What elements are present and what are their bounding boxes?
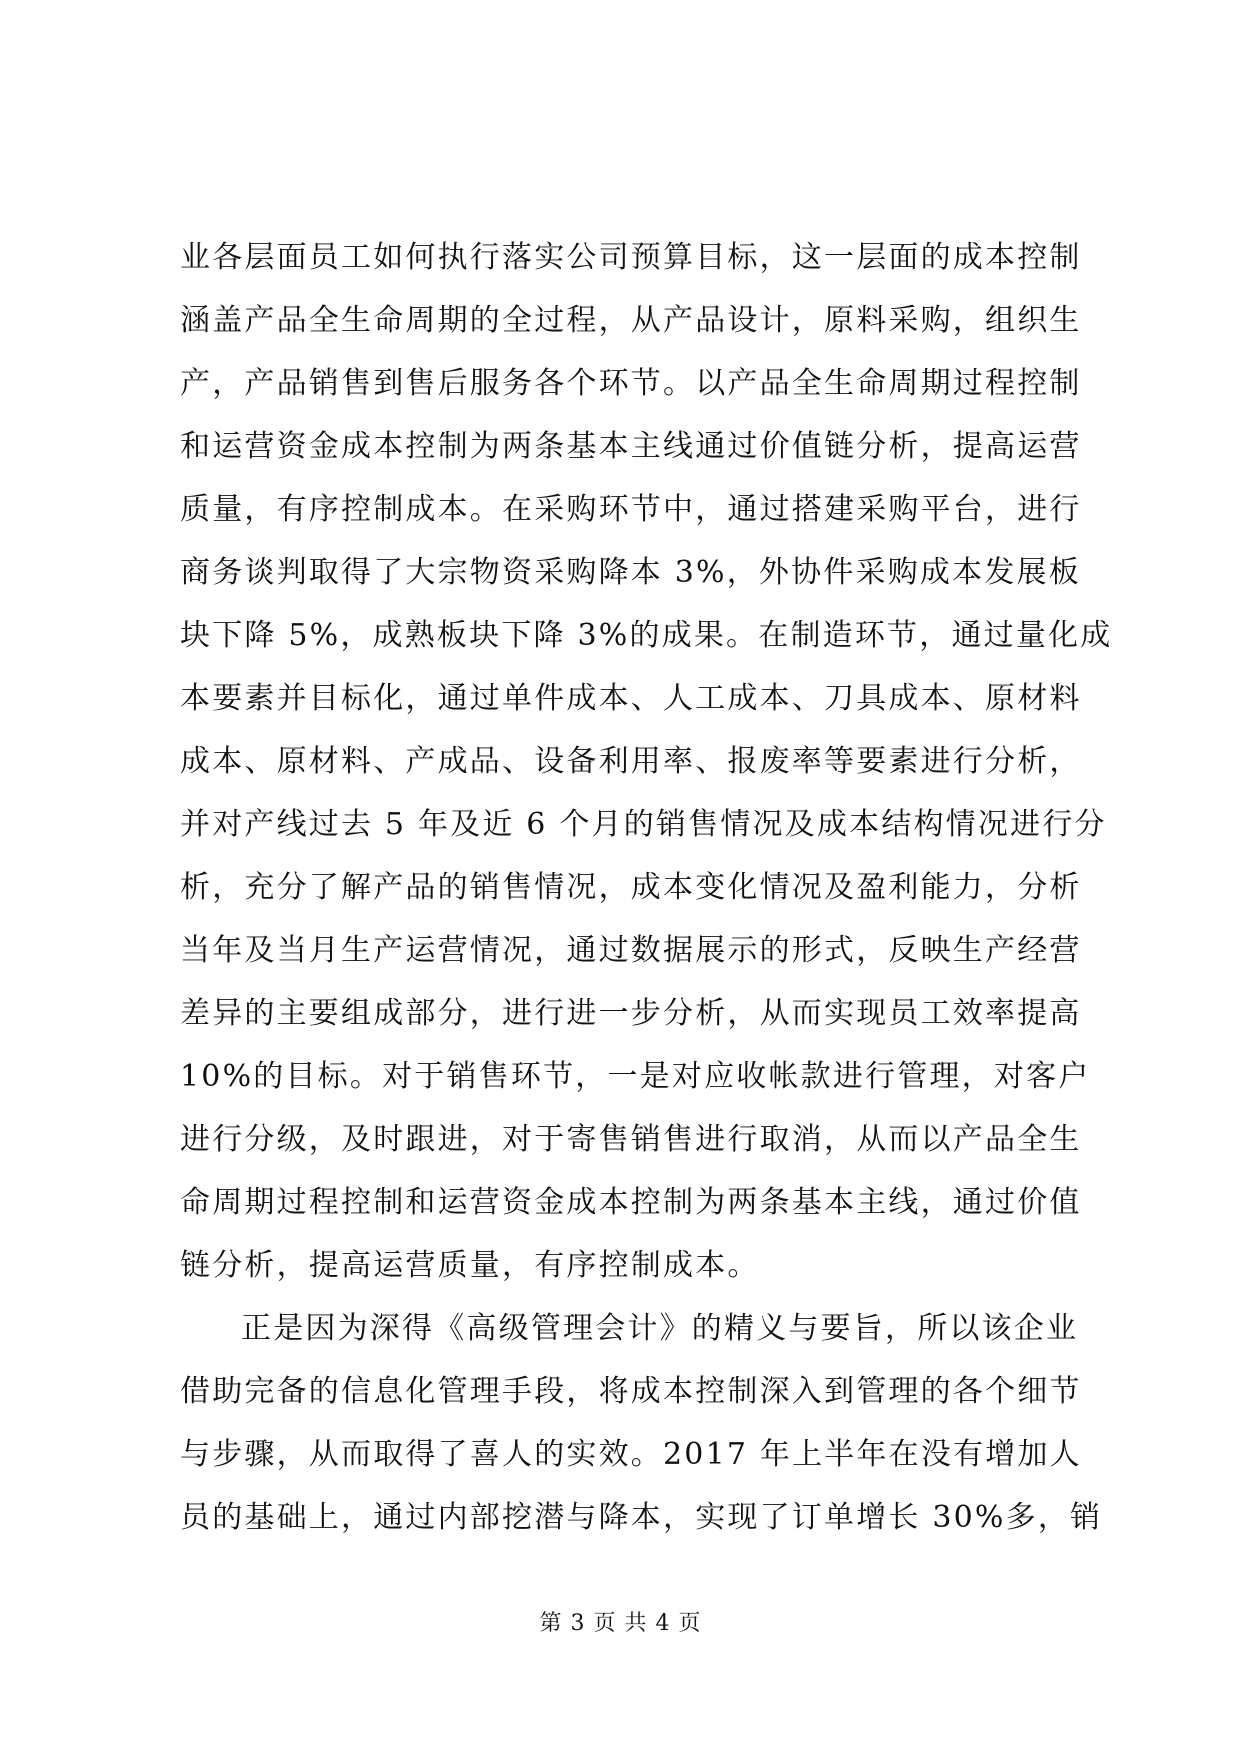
text-line: 业各层面员工如何执行落实公司预算目标，这一层面的成本控制 [180, 240, 1082, 275]
body-text [180, 226, 1113, 1549]
text-line: 成本、原材料、产成品、设备利用率、报废率等要素进行分析， [180, 744, 1082, 779]
text-line: 和运营资金成本控制为两条基本主线通过价值链分析，提高运营 [180, 429, 1082, 464]
text-line: 并对产线过去 5 年及近 6 个月的销售情况及成本结构情况进行分 [180, 807, 1107, 842]
text-line: 析，充分了解产品的销售情况，成本变化情况及盈利能力，分析 [180, 870, 1082, 905]
text-line: 本要素并目标化，通过单件成本、人工成本、刀具成本、原材料 [180, 681, 1082, 716]
page-footer: 第 3 页 共 4 页 [539, 1611, 702, 1636]
text-line: 与步骤，从而取得了喜人的实效。2017 年上半年在没有增加人 [180, 1437, 1082, 1472]
text-line: 借助完备的信息化管理手段，将成本控制深入到管理的各个细节 [180, 1374, 1082, 1409]
text-line: 当年及当月生产运营情况，通过数据展示的形式，反映生产经营 [180, 933, 1082, 968]
text-line: 质量，有序控制成本。在采购环节中，通过搭建采购平台，进行 [180, 492, 1082, 527]
text-line: 商务谈判取得了大宗物资采购降本 3%，外协件采购成本发展板 [180, 555, 1081, 590]
text-line: 涵盖产品全生命周期的全过程，从产品设计，原料采购，组织生 [180, 303, 1082, 338]
text-line: 员的基础上，通过内部挖潜与降本，实现了订单增长 30%多，销 [180, 1500, 1103, 1535]
text-line: 命周期过程控制和运营资金成本控制为两条基本主线，通过价值 [180, 1185, 1082, 1220]
text-line: 差异的主要组成部分，进行进一步分析，从而实现员工效率提高 [180, 996, 1082, 1031]
text-line: 10%的目标。对于销售环节，一是对应收帐款进行管理，对客户 [180, 1059, 1091, 1094]
text-line: 链分析，提高运营质量，有序控制成本。 [180, 1248, 760, 1283]
text-line: 块下降 5%，成熟板块下降 3%的成果。在制造环节，通过量化成 [180, 618, 1113, 653]
paragraph-start-line: 正是因为深得《高级管理会计》的精义与要旨，所以该企业 [241, 1311, 1079, 1346]
text-line: 进行分级，及时跟进，对于寄售销售进行取消，从而以产品全生 [180, 1122, 1082, 1157]
text-line: 产，产品销售到售后服务各个环节。以产品全生命周期过程控制 [180, 366, 1082, 401]
